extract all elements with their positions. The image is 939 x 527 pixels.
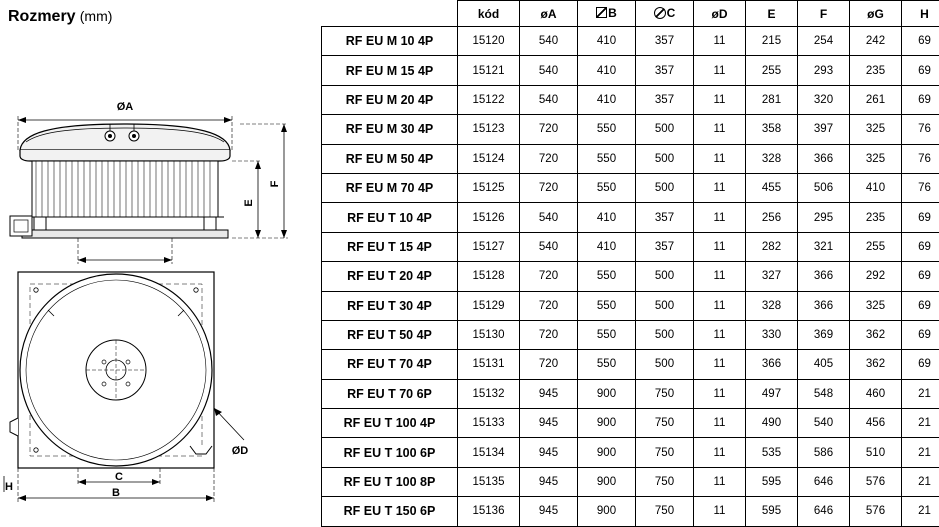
table-cell-h: 76: [902, 115, 939, 144]
table-cell-h: 69: [902, 350, 939, 379]
table-cell-f: 366: [798, 291, 850, 320]
dimensions-table-wrap: [321, 0, 939, 512]
table-cell-g: 456: [850, 409, 902, 438]
table-cell-model: RF EU T 20 4P: [322, 262, 458, 291]
table-cell-g: 325: [850, 144, 902, 173]
table-cell-a: 945: [520, 379, 578, 408]
table-cell-f: 548: [798, 379, 850, 408]
table-cell-model: RF EU T 100 8P: [322, 467, 458, 496]
table-cell-b: 410: [578, 85, 636, 114]
table-cell-f: 295: [798, 203, 850, 232]
table-row: [322, 115, 939, 144]
table-cell-g: 325: [850, 291, 902, 320]
table-cell-d: 11: [694, 409, 746, 438]
table-header-b: [578, 1, 636, 27]
table-cell-g: 510: [850, 438, 902, 467]
table-header-d: øD: [694, 1, 746, 27]
table-cell-b: 410: [578, 56, 636, 85]
table-cell-d: 11: [694, 144, 746, 173]
table-cell-f: 320: [798, 85, 850, 114]
table-cell-kod: 15135: [458, 467, 520, 496]
table-cell-f: 321: [798, 232, 850, 261]
table-cell-h: 69: [902, 85, 939, 114]
table-header-b-label: B: [608, 6, 617, 20]
table-cell-c: 357: [636, 27, 694, 56]
table-header-c: [636, 1, 694, 27]
table-cell-a: 720: [520, 144, 578, 173]
table-cell-h: 76: [902, 173, 939, 202]
table-row: [322, 467, 939, 496]
table-cell-e: 255: [746, 56, 798, 85]
table-cell-c: 357: [636, 203, 694, 232]
table-row: [322, 497, 939, 526]
table-cell-d: 11: [694, 438, 746, 467]
table-cell-b: 410: [578, 203, 636, 232]
table-cell-kod: 15134: [458, 438, 520, 467]
table-row: [322, 232, 939, 261]
table-header-a: øA: [520, 1, 578, 27]
table-cell-f: 369: [798, 320, 850, 349]
table-cell-f: 586: [798, 438, 850, 467]
table-cell-a: 945: [520, 497, 578, 526]
table-cell-e: 328: [746, 144, 798, 173]
table-cell-g: 242: [850, 27, 902, 56]
table-header-e: E: [746, 1, 798, 27]
table-cell-g: 576: [850, 497, 902, 526]
table-row: [322, 350, 939, 379]
table-cell-h: 69: [902, 291, 939, 320]
table-cell-b: 550: [578, 144, 636, 173]
top-view-drawing: [0, 258, 320, 508]
table-cell-g: 362: [850, 350, 902, 379]
table-row: [322, 144, 939, 173]
table-cell-a: 945: [520, 409, 578, 438]
table-cell-f: 506: [798, 173, 850, 202]
table-cell-f: 397: [798, 115, 850, 144]
table-cell-d: 11: [694, 320, 746, 349]
side-view-drawing: [0, 38, 320, 288]
table-cell-h: 69: [902, 320, 939, 349]
table-cell-b: 410: [578, 27, 636, 56]
table-cell-g: 261: [850, 85, 902, 114]
table-cell-g: 576: [850, 467, 902, 496]
table-cell-d: 11: [694, 173, 746, 202]
table-cell-a: 720: [520, 320, 578, 349]
table-cell-a: 540: [520, 27, 578, 56]
table-cell-a: 540: [520, 56, 578, 85]
dim-label-d: ØD: [232, 445, 249, 457]
table-cell-c: 357: [636, 56, 694, 85]
table-cell-a: 720: [520, 291, 578, 320]
table-row: [322, 320, 939, 349]
table-cell-c: 750: [636, 379, 694, 408]
table-cell-kod: 15127: [458, 232, 520, 261]
table-cell-g: 292: [850, 262, 902, 291]
table-cell-e: 256: [746, 203, 798, 232]
table-cell-b: 550: [578, 173, 636, 202]
table-cell-h: 76: [902, 144, 939, 173]
table-row: [322, 203, 939, 232]
table-cell-kod: 15136: [458, 497, 520, 526]
table-cell-a: 720: [520, 173, 578, 202]
table-cell-b: 900: [578, 379, 636, 408]
table-cell-d: 11: [694, 291, 746, 320]
table-cell-c: 500: [636, 350, 694, 379]
table-cell-model: RF EU T 150 6P: [322, 497, 458, 526]
dim-label-h: H: [5, 481, 13, 493]
table-cell-e: 282: [746, 232, 798, 261]
table-cell-e: 330: [746, 320, 798, 349]
table-cell-d: 11: [694, 350, 746, 379]
table-row: [322, 56, 939, 85]
table-cell-model: RF EU T 70 6P: [322, 379, 458, 408]
table-cell-a: 945: [520, 467, 578, 496]
table-cell-h: 21: [902, 379, 939, 408]
table-cell-kod: 15133: [458, 409, 520, 438]
table-cell-kod: 15120: [458, 27, 520, 56]
table-cell-b: 550: [578, 262, 636, 291]
drawings-panel: [0, 0, 320, 512]
table-cell-kod: 15131: [458, 350, 520, 379]
table-cell-c: 500: [636, 115, 694, 144]
dim-label-f: F: [269, 180, 281, 187]
table-cell-b: 900: [578, 438, 636, 467]
table-header-f: F: [798, 1, 850, 27]
table-cell-d: 11: [694, 27, 746, 56]
table-cell-d: 11: [694, 379, 746, 408]
table-cell-e: 328: [746, 291, 798, 320]
table-row: [322, 27, 939, 56]
table-cell-kod: 15122: [458, 85, 520, 114]
table-cell-c: 750: [636, 467, 694, 496]
table-cell-model: RF EU T 100 4P: [322, 409, 458, 438]
table-cell-kod: 15128: [458, 262, 520, 291]
table-cell-b: 900: [578, 497, 636, 526]
table-cell-c: 500: [636, 144, 694, 173]
table-cell-kod: 15123: [458, 115, 520, 144]
table-cell-h: 21: [902, 438, 939, 467]
table-cell-kod: 15125: [458, 173, 520, 202]
table-cell-d: 11: [694, 497, 746, 526]
table-cell-f: 254: [798, 27, 850, 56]
table-row: [322, 85, 939, 114]
table-cell-h: 69: [902, 262, 939, 291]
table-header-row: [322, 1, 939, 27]
table-cell-model: RF EU M 70 4P: [322, 173, 458, 202]
table-cell-e: 281: [746, 85, 798, 114]
table-cell-e: 366: [746, 350, 798, 379]
table-cell-c: 750: [636, 409, 694, 438]
table-cell-model: RF EU M 10 4P: [322, 27, 458, 56]
table-header-g: øG: [850, 1, 902, 27]
table-cell-e: 455: [746, 173, 798, 202]
circle-diagonal-icon: [654, 7, 666, 19]
table-cell-g: 235: [850, 203, 902, 232]
table-cell-g: 362: [850, 320, 902, 349]
table-cell-h: 69: [902, 27, 939, 56]
table-cell-kod: 15121: [458, 56, 520, 85]
table-cell-b: 900: [578, 409, 636, 438]
table-cell-a: 720: [520, 115, 578, 144]
table-cell-c: 500: [636, 320, 694, 349]
table-body: [322, 27, 939, 527]
table-cell-d: 11: [694, 467, 746, 496]
table-cell-c: 500: [636, 291, 694, 320]
table-cell-b: 550: [578, 350, 636, 379]
table-cell-g: 235: [850, 56, 902, 85]
table-cell-model: RF EU T 100 6P: [322, 438, 458, 467]
table-cell-c: 500: [636, 173, 694, 202]
table-cell-b: 550: [578, 115, 636, 144]
table-cell-model: RF EU T 30 4P: [322, 291, 458, 320]
table-cell-model: RF EU T 15 4P: [322, 232, 458, 261]
table-cell-a: 720: [520, 350, 578, 379]
table-cell-model: RF EU T 10 4P: [322, 203, 458, 232]
table-cell-h: 21: [902, 497, 939, 526]
dim-label-a: ØA: [117, 101, 134, 113]
table-row: [322, 438, 939, 467]
page-title-unit: (mm): [80, 8, 113, 24]
table-row: [322, 379, 939, 408]
table-cell-a: 945: [520, 438, 578, 467]
table-cell-d: 11: [694, 232, 746, 261]
table-cell-b: 550: [578, 320, 636, 349]
table-cell-h: 21: [902, 467, 939, 496]
table-cell-e: 497: [746, 379, 798, 408]
table-cell-f: 293: [798, 56, 850, 85]
table-cell-kod: 15126: [458, 203, 520, 232]
table-cell-model: RF EU M 30 4P: [322, 115, 458, 144]
table-cell-c: 500: [636, 262, 694, 291]
table-header-c-label: C: [667, 6, 676, 20]
dimensions-table: [321, 0, 939, 527]
table-cell-f: 366: [798, 144, 850, 173]
table-row: [322, 409, 939, 438]
table-cell-f: 540: [798, 409, 850, 438]
table-cell-h: 69: [902, 56, 939, 85]
table-row: [322, 173, 939, 202]
table-cell-model: RF EU M 15 4P: [322, 56, 458, 85]
table-cell-e: 595: [746, 497, 798, 526]
table-cell-d: 11: [694, 85, 746, 114]
table-cell-d: 11: [694, 115, 746, 144]
table-cell-model: RF EU T 70 4P: [322, 350, 458, 379]
table-header-model: [322, 1, 458, 27]
table-cell-e: 215: [746, 27, 798, 56]
table-cell-model: RF EU T 50 4P: [322, 320, 458, 349]
table-header-h: H: [902, 1, 939, 27]
table-cell-e: 595: [746, 467, 798, 496]
table-cell-kod: 15124: [458, 144, 520, 173]
table-cell-h: 21: [902, 409, 939, 438]
table-row: [322, 262, 939, 291]
table-cell-b: 410: [578, 232, 636, 261]
page-title: [8, 8, 112, 26]
table-cell-e: 327: [746, 262, 798, 291]
table-cell-d: 11: [694, 56, 746, 85]
table-cell-e: 490: [746, 409, 798, 438]
table-cell-g: 460: [850, 379, 902, 408]
table-cell-kod: 15132: [458, 379, 520, 408]
table-cell-b: 550: [578, 291, 636, 320]
table-cell-kod: 15130: [458, 320, 520, 349]
table-cell-a: 540: [520, 232, 578, 261]
table-cell-f: 646: [798, 497, 850, 526]
dim-label-b: B: [112, 487, 120, 499]
square-diagonal-icon: [596, 7, 607, 18]
table-cell-g: 325: [850, 115, 902, 144]
table-cell-c: 750: [636, 497, 694, 526]
table-cell-g: 255: [850, 232, 902, 261]
table-cell-a: 540: [520, 203, 578, 232]
table-row: [322, 291, 939, 320]
table-cell-kod: 15129: [458, 291, 520, 320]
table-cell-b: 900: [578, 467, 636, 496]
table-header-kod: kód: [458, 1, 520, 27]
table-cell-model: RF EU M 20 4P: [322, 85, 458, 114]
table-cell-h: 69: [902, 232, 939, 261]
table-cell-f: 646: [798, 467, 850, 496]
table-cell-c: 357: [636, 85, 694, 114]
dim-label-c: C: [115, 471, 123, 483]
page-title-main: Rozmery: [8, 8, 76, 25]
table-cell-e: 535: [746, 438, 798, 467]
table-cell-h: 69: [902, 203, 939, 232]
dim-label-e: E: [243, 199, 255, 206]
table-cell-a: 540: [520, 85, 578, 114]
table-cell-c: 750: [636, 438, 694, 467]
table-cell-f: 405: [798, 350, 850, 379]
table-cell-model: RF EU M 50 4P: [322, 144, 458, 173]
table-cell-c: 357: [636, 232, 694, 261]
table-cell-f: 366: [798, 262, 850, 291]
table-cell-a: 720: [520, 262, 578, 291]
table-cell-e: 358: [746, 115, 798, 144]
table-cell-g: 410: [850, 173, 902, 202]
table-cell-d: 11: [694, 262, 746, 291]
table-cell-d: 11: [694, 203, 746, 232]
